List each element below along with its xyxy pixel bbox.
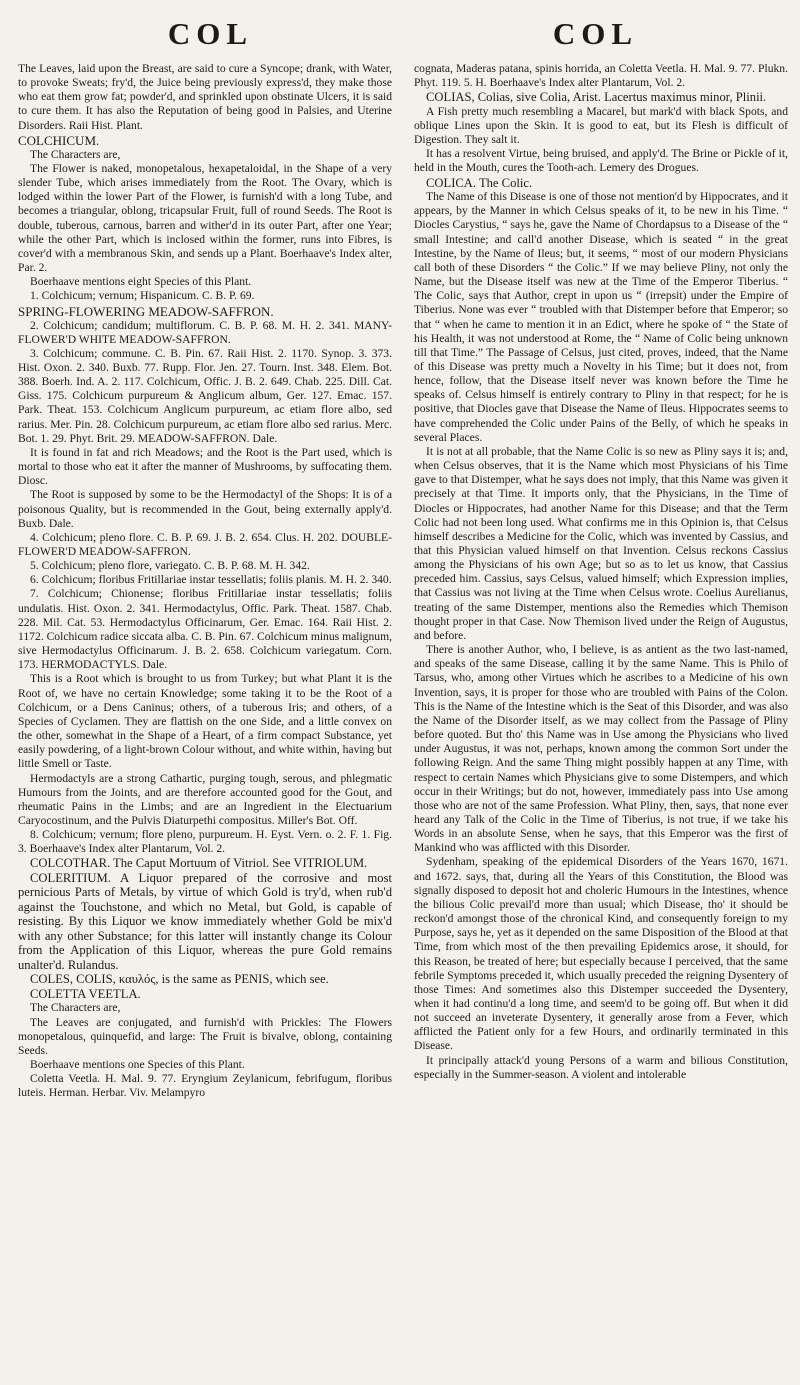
text-paragraph: 3. Colchicum; commune. C. B. Pin. 67. Raii Hist. 2. 1170. Synop. 3. 373. Hist. Oxon. 2. 340. Buxb. 77. Rupp. Flor. Jen. 27. Tourn. Inst. 348. Elem. Bot. 388. Boerh. Ind. A. 2. 117. Colchicum, Offic. J. B. 2. 649. Chab. 225. Dill. Cat. Giss. 175. Colchicum purpureum & Anglicum album, Ger. 127. Emac. 157. Park. Theat. 153. Colchicum Anglicum purpureum, ac etiam flore albo, sed rarius. Mer. Pin. 28. Colchicum purpureum, ac etiam flore albo sed rarius. Merc. Bot. 1. 29. Phyt. Brit. 29. MEADOW-SAFFRON. Dale. — [18, 346, 392, 445]
text-paragraph: This is a Root which is brought to us from Turkey; but what Plant it is the Root of, we have no certain Knowledge; some taking it to be the Root of a Colchicum, or a Dens Caninus; others, of a tuberous Iris; and others, of a Species of Cyclamen. They are flattish on the one Side, and a little convex on the other, somewhat in the Shape of a Heart, of a firm compact Substance, yet easily powdering, of a light-brown Colour without, and white within, having but little Smell or Taste. — [18, 672, 392, 771]
entry-paragraph: COLCOTHAR. The Caput Mortuum of Vitriol. See VITRIOLUM. — [30, 856, 368, 871]
text-paragraph: 2. Colchicum; candidum; multiflorum. C. B. P. 68. M. H. 2. 341. MANY-FLOWER'D WHITE MEADOW-SAFFRON. — [18, 318, 392, 346]
text-paragraph: It principally attack'd young Persons of a warm and bilious Constitution, especially in the Summer-season. A violent and intolerable — [414, 1053, 788, 1081]
text-paragraph: Boerhaave mentions one Species of this Plant. — [30, 1058, 245, 1072]
text-paragraph: Sydenham, speaking of the epidemical Disorders of the Years 1670, 1671. and 1672. says, that, during all the Years of this Constitution, the Blood was signally disposed to deposit hot and choleric Humours in the Intestines, whence the bilious Colic prevail'd more than usual; which Disease, tho' it should be reckon'd amongst those of the chronical Kind, and consequently foreign to my Purpose, says he, yet as it depended on the same Disposition of the Blood at that Time, from which most of the then prevailing Epidemics arose, it should, for this Reason, be treated of here; but especially because I perceived, that the same febrile Symptoms preceded it, which usually preceded the reigning Dysentery of those Times: And sometimes also this Distemper succeeded the Dysentery, when it had continu'd a long time, and seem'd to be going off. But when it did not succeed an inveterate Dysentery, it generally arose from a Fever, which afflicted the Patient only for a few Hours, and ordinarily terminated in this Disease. — [414, 855, 788, 1053]
text-paragraph: Coletta Veetla. H. Mal. 9. 77. Eryngium Zeylanicum, febrifugum, floribus luteis. Herman. Herbar. Viv. Melampyro — [18, 1072, 392, 1100]
text-paragraph: The Name of this Disease is one of those not mention'd by Hippocrates, and it appears, by the Manner in which Celsus speaks of it, to be new in his Time. “ Diocles Carystius, “ says he, gave the Name of Chordapsus to a Disease of the “ small Intestine; and call'd another Disease, which is seated “ in the great Intestine, by the Name of Ileus; but, it seems, “ most of our modern Physicians call both of these Disorders “ the Colic.” If we may believe Pliny, not only the Name, but the Disease itself was new at the Time of the Emperor Tiberius. “ The Colic, says that Author, crept in upon us “ (irrepsit) under the Empire of Tiberius. None was ever “ troubled with that Distemper before that Emperor; so that “ when he came to mention it in an Edict, where he spoke of “ the State of his Health, it was not understood at Rome, the “ Name of Colic being unknown till that Time.” The Passage of Celsus, just cited, proves, indeed, that the Name of this Disease was pretty much a Novelty in his Time; but it does not, from hence, follow, that the Disease itself never was known before the Time he speaks of. Celsus himself is entirely contrary to Pliny in that respect; for he is positive, that Diocles gave that Disease the Name of Ileus. Hippocrates seems to have comprehended the Colic under Pains of the Belly, of which he speaks in several Places. — [414, 190, 788, 444]
text-paragraph: 5. Colchicum; pleno flore, variegato. C. B. P. 68. M. H. 342. — [30, 559, 310, 573]
text-paragraph: Hermodactyls are a strong Cathartic, purging tough, serous, and phlegmatic Humours from the Joints, and are therefore accounted good for the Gout, and rheumatic Pains in the Limbs; and are an Ingredient in the Electuarium Caryocostinum, and the Pulvis Diaturpethi compositus. Miller's Bot. Off. — [18, 771, 392, 827]
text-paragraph: The Leaves, laid upon the Breast, are said to cure a Syncope; drank, with Water, to provoke Sweats; fry'd, the Juice being previously express'd, they make those who eat them grow fat; powder'd, and sprinkled upon obstinate Ulcers, it is said to cure them. It has also the Reputation of being good in Palsies, and Uterine Disorders. Raii Hist. Plant. — [18, 62, 392, 132]
text-paragraph: The Leaves are conjugated, and furnish'd with Prickles: The Flowers monopetalous, quinquefid, and large: The Fruit is bivalve, oblong, containing Seeds. — [18, 1015, 392, 1057]
running-head-right: COL — [552, 16, 639, 51]
running-head — [18, 14, 788, 54]
right-column — [414, 62, 788, 1101]
text-paragraph: cognata, Maderas patana, spinis horrida, an Coletta Veetla. H. Mal. 9. 77. Plukn. Phyt. 119. 5. H. Boerhaave's Index alter Plantarum, Vol. 2. — [414, 62, 788, 90]
text-paragraph: The Root is supposed by some to be the Hermodactyl of the Shops: It is of a poisonous Quality, but is recommended in the Gout, being externally apply'd. Buxb. Dale. — [18, 488, 392, 530]
entry-paragraph: COLIAS, Colias, sive Colia, Arist. Lacertus maximus minor, Plinii. — [426, 90, 767, 105]
text-paragraph: It is not at all probable, that the Name Colic is so new as Pliny says it is; and, when Celsus observes, that it is the Name which most Physicians of his Time gave to that Distemper, what he says does not imply, that this Name was given it precisely at that Time. It imports only, that the Physicians, in the Time of Diocles or Hippocrates, had another Name for this Disease; and that the Term Colic had not been long used. What confirms me in this Opinion is, that Celsus himself describes a Medicine for the Colic, which was invented by Cassius, and that this Physician valued himself on that Invention. Celsus reckons Cassius among the Physicians of his own Age; but so as to let us know, that Cassius preceded him. Cassius, says Celsus, valued himself; which Expression implies, that Cassius was not living at the Time when Celsus wrote. Coelius Aurelianus, treating of the same Distemper, mentions also the Remedies which Themison thought proper in that Case. Now Themison lived under the Reign of Augustus, and before. — [414, 444, 788, 642]
text-paragraph: There is another Author, who, I believe, is as antient as the two last-named, and speaks of the same Disease, calling it by the same Name. This is Philo of Tarsus, who, among other Virtues which he ascribes to a Medicine of his own Invention, says, it is proper for those who are troubled with Pains of the Colon. This is the Name of the Intestine which is the Seat of this Disorder, and was also the Name of the Disorder itself, as we may collect from the Passage of Pliny before quoted. But tho' this Name was in Use among the Physicians who lived under Augustus, it was not, perhaps, known among the common Sort under the following Reign. And the same Thing might possibly happen at any Time, with respect to certain Names which Physicians give to some Distempers, and which occur in their Writings; but do not, however, immediately pass into Use among those who are not of the same Profession. What Pliny, then, says, that none ever heard any Talk of the Colic in the Time of Tiberius, is not true, if we take his Words in an absolute Sense, when he says, that this Emperor was the first of Mankind who was afflicted with this Disorder. — [414, 643, 788, 855]
text-paragraph: 1. Colchicum; vernum; Hispanicum. C. B. P. 69. — [30, 289, 255, 303]
entry-paragraph: COLETTA VEETLA. — [30, 986, 141, 1001]
text-paragraph: 6. Colchicum; floribus Fritillariae instar tessellatis; foliis planis. M. H. 2. 340. — [30, 573, 392, 587]
entry-paragraph: COLES, COLIS, καυλός, is the same as PENIS, which see. — [30, 972, 329, 987]
text-paragraph: 4. Colchicum; pleno flore. C. B. P. 69. J. B. 2. 654. Clus. H. 202. DOUBLE-FLOWER'D MEADOW-SAFFRON. — [18, 530, 392, 558]
text-paragraph: It is found in fat and rich Meadows; and the Root is the Part used, which is mortal to those who eat it after the manner of Mushrooms, by suffocating them. Diosc. — [18, 445, 392, 488]
entry-paragraph: COLERITIUM. A Liquor prepared of the corrosive and most pernicious Parts of Metals, by virtue of which Gold is try'd, when rub'd against the Touchstone, and which no Metal, but Gold, is capable of resisting. By this Liquor we know immediately whether Gold be mix'd with any other Substance; for this latter will instantly change its Colour from the Application of this Liquor, whereas the pure Gold remains unalter'd. Rulandus. — [18, 870, 392, 972]
text-paragraph: The Characters are, — [30, 1001, 121, 1015]
entry-paragraph: COLCHICUM. — [18, 132, 100, 148]
running-head-left: COL — [167, 16, 254, 51]
text-paragraph: A Fish pretty much resembling a Macarel, but mark'd with black Spots, and oblique Lines upon the Skin. It is good to eat, but its Flesh is difficult of Digestion. They salt it. — [414, 104, 788, 147]
text-paragraph: Boerhaave mentions eight Species of this Plant. — [30, 275, 252, 289]
text-paragraph: It has a resolvent Virtue, being bruised, and apply'd. The Brine or Pickle of it, held in the Mouth, cures the Tooth-ach. Lemery des Drogues. — [414, 147, 788, 175]
left-column — [18, 62, 392, 1101]
text-columns — [18, 62, 788, 1101]
entry-paragraph: COLICA. The Colic. — [426, 175, 533, 190]
text-paragraph: The Flower is naked, monopetalous, hexapetaloidal, in the Shape of a very slender Tube, which arises immediately from the Root. The Ovary, which is lodged within the lower Part of the Flower, is furnish'd with a long Tube, and becomes a triangular, oblong, tricapsular Fruit, full of round Seeds. The Root is double, tuberous, carnous, barren and wither'd in its outer Part, after one Year; while the other Part, which is inclosed within the former, runs into Fibres, is cover'd with a membranous Skin, and sends up a Plant. Boerhaave's Index alter, Par. 2. — [18, 161, 392, 275]
entry-paragraph: SPRING-FLOWERING MEADOW-SAFFRON. — [18, 303, 274, 319]
text-paragraph: 7. Colchicum; Chionense; floribus Fritillariae instar tessellatis; foliis undulatis. Hist. Oxon. 2. 341. Hermodactylus, Offic. Park. Theat. 1587. Chab. 228. Mil. Cat. 53. Hermodactylus Officinarum, Ger. Emac. 164. Raii Hist. 2. 1172. Colchicum radice siccata alba. C. B. Pin. 67. Colchicum minus malignum, sive Hermodactylus Officinarum. J. B. 2. 658. Colchicum variegatum. Corn. 173. HERMODACTYLS. Dale. — [18, 587, 392, 672]
text-paragraph: The Characters are, — [30, 147, 121, 161]
text-paragraph: 8. Colchicum; vernum; flore pleno, purpureum. H. Eyst. Vern. o. 2. F. 1. Fig. 3. Boerhaave's Index alter Plantarum, Vol. 2. — [18, 828, 392, 856]
